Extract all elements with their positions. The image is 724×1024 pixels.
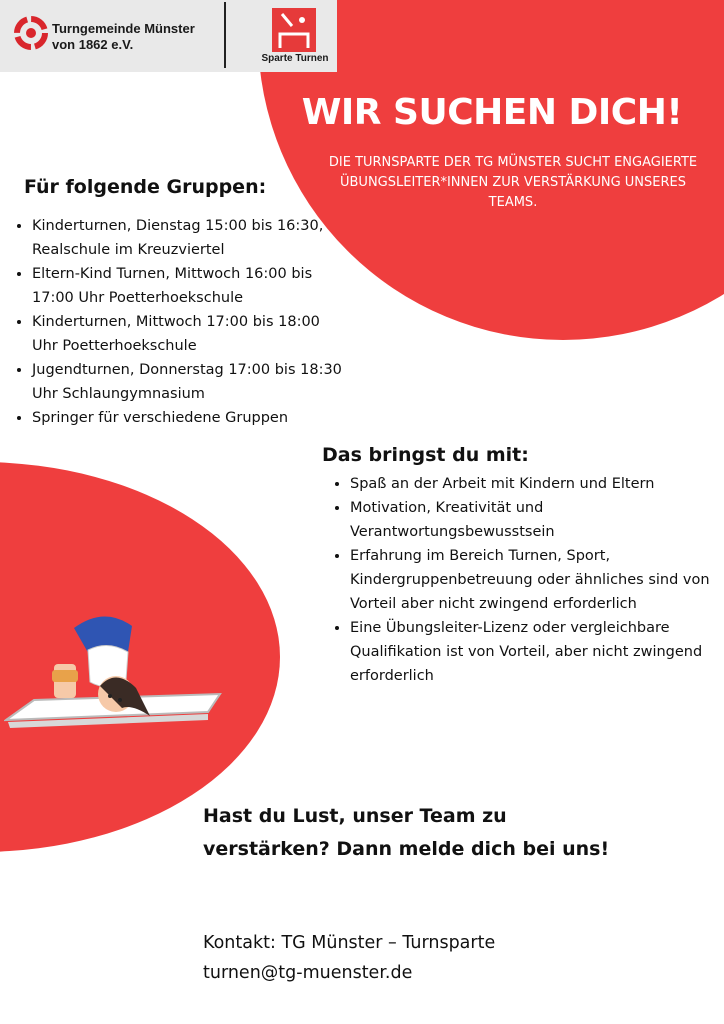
- list-item: • Spaß an der Arbeit mit Kindern und Eltern: [350, 472, 710, 496]
- contact-line: Kontakt: TG Münster – Turnsparte: [203, 933, 496, 953]
- contact-block: [203, 928, 643, 988]
- list-item: • Kinderturnen, Mittwoch 17:00 bis 18:00 Uhr Poetterhoekschule: [32, 310, 344, 358]
- list-item: • Jugendturnen, Donnerstag 17:00 bis 18:30 Uhr Schlaungymnasium: [32, 358, 344, 406]
- sparte-turnen-logo-icon: [272, 8, 316, 52]
- groups-list: [14, 214, 344, 430]
- requirements-title: Das bringst du mit:: [322, 444, 529, 466]
- list-item: • Springer für verschiedene Gruppen: [32, 406, 344, 430]
- headline: WIR SUCHEN DICH!: [301, 92, 683, 133]
- groups-title: Für folgende Gruppen:: [24, 176, 267, 198]
- header-bar: [0, 0, 337, 72]
- hero-subline: DIE TURNSPARTE DER TG MÜNSTER SUCHT ENGAGIERTE ÜBUNGSLEITER*INNEN ZUR VERSTÄRKUNG UNSERES TEAMS.: [328, 155, 698, 210]
- club-name: [52, 21, 195, 53]
- gymnast-illustration: [4, 608, 226, 732]
- list-item: • Eine Übungsleiter-Lizenz oder vergleichbare Qualifikation ist von Vorteil, aber nicht zwingend erforderlich: [350, 616, 710, 688]
- call-to-action: Hast du Lust, unser Team zu verstärken? Dann melde dich bei uns!: [203, 805, 610, 860]
- division-label: Sparte Turnen: [261, 53, 329, 64]
- list-item: • Motivation, Kreativität und Verantwortungsbewusstsein: [350, 496, 710, 544]
- list-item: • Kinderturnen, Dienstag 15:00 bis 16:30, Realschule im Kreuzviertel: [32, 214, 344, 262]
- header-divider: [224, 2, 226, 68]
- club-name-line1: Turngemeinde Münster: [52, 21, 195, 36]
- club-logo-icon: [14, 16, 48, 50]
- list-item: • Erfahrung im Bereich Turnen, Sport, Kindergruppenbetreuung oder ähnliches sind von Vorteil aber nicht zwingend erforderlich: [350, 544, 710, 616]
- contact-email[interactable]: turnen@tg-muenster.de: [203, 963, 413, 983]
- requirements-list: [332, 472, 710, 688]
- club-name-line2: von 1862 e.V.: [52, 37, 134, 52]
- list-item: • Eltern-Kind Turnen, Mittwoch 16:00 bis 17:00 Uhr Poetterhoekschule: [32, 262, 344, 310]
